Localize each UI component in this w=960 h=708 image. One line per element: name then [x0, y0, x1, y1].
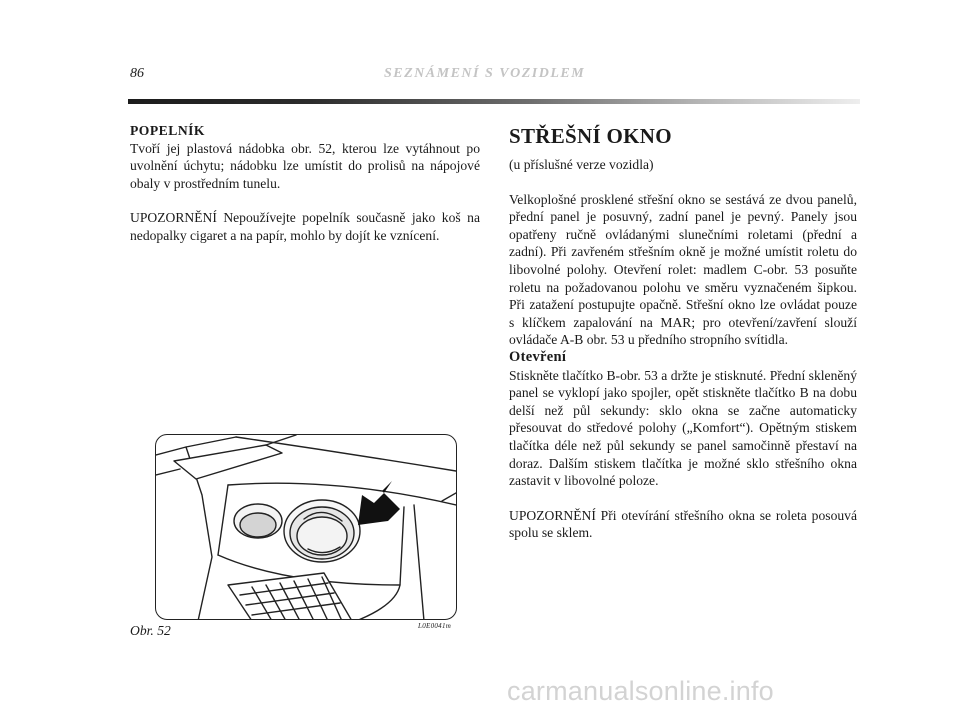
ashtray-heading: POPELNÍK	[130, 123, 205, 138]
ashtray-warning: UPOZORNĚNÍ Nepoužívejte popelník současně jako koš na nedopalky cigaret a na papír, mohlo by dojít ke vznícení.	[130, 210, 480, 243]
header-rule	[128, 99, 860, 104]
left-column	[130, 122, 480, 245]
page-number: 86	[130, 66, 144, 81]
running-title: SEZNÁMENÍ S VOZIDLEM	[384, 66, 586, 81]
opening-description: Stiskněte tlačítko B-obr. 53 a držte je stisknuté. Přední skleněný panel se vyklopí jako spojler, opět stiskněte tlačítko B na dobu delší než půl sekundy: sklo okna se začne automaticky přesouvat do středové polohy („Komfort“). Opětným stiskem tlačítka déle než půl sekundy se panel samočinně přestaví na doraz. Dalším stiskem tlačítka je možné sklo střešního okna zastavit v libovolné poloze.	[509, 367, 857, 489]
sunroof-heading: STŘEŠNÍ OKNO	[509, 124, 672, 148]
watermark: carmanualsonline.info	[507, 676, 774, 706]
sunroof-subtitle: (u příslušné verze vozidla)	[509, 157, 654, 172]
ashtray-illustration	[156, 435, 457, 620]
ashtray-description: Tvoří jej plastová nádobka obr. 52, kterou lze vytáhnout po uvolnění úchytu; nádobku lze umístit do prolisů na nápojové obaly v prostředním tunelu.	[130, 140, 480, 191]
sunroof-warning: UPOZORNĚNÍ Při otevírání střešního okna se roleta posouvá spolu se sklem.	[509, 507, 857, 541]
opening-subheading: Otevření	[509, 348, 567, 365]
figure-code: L0E0041m	[418, 622, 452, 630]
sunroof-description: Velkoplošné prosklené střešní okno se sestává ze dvou panelů, přední panel je posuvný, zadní panel je pevný. Panely jsou opatřeny ručně ovládanými slunečními roletami (přední a zadní). Při zavřeném střešním okně je možné umístit roletu do libovolné polohy. Otevření rolet: madlem C-obr. 53 posuňte roletu na požadovanou polohu ve směru vyznačeném šipkou. Při zatažení postupujte opačně. Střešní okno lze ovládat pouze s klíčkem zapalování na MAR; pro otevření/zavření slouží ovládače A-B obr. 53 u předního stropního svítidla.	[509, 191, 857, 348]
right-column	[509, 124, 857, 542]
figure-caption: Obr. 52	[130, 623, 171, 638]
figure-illustration	[155, 434, 457, 620]
